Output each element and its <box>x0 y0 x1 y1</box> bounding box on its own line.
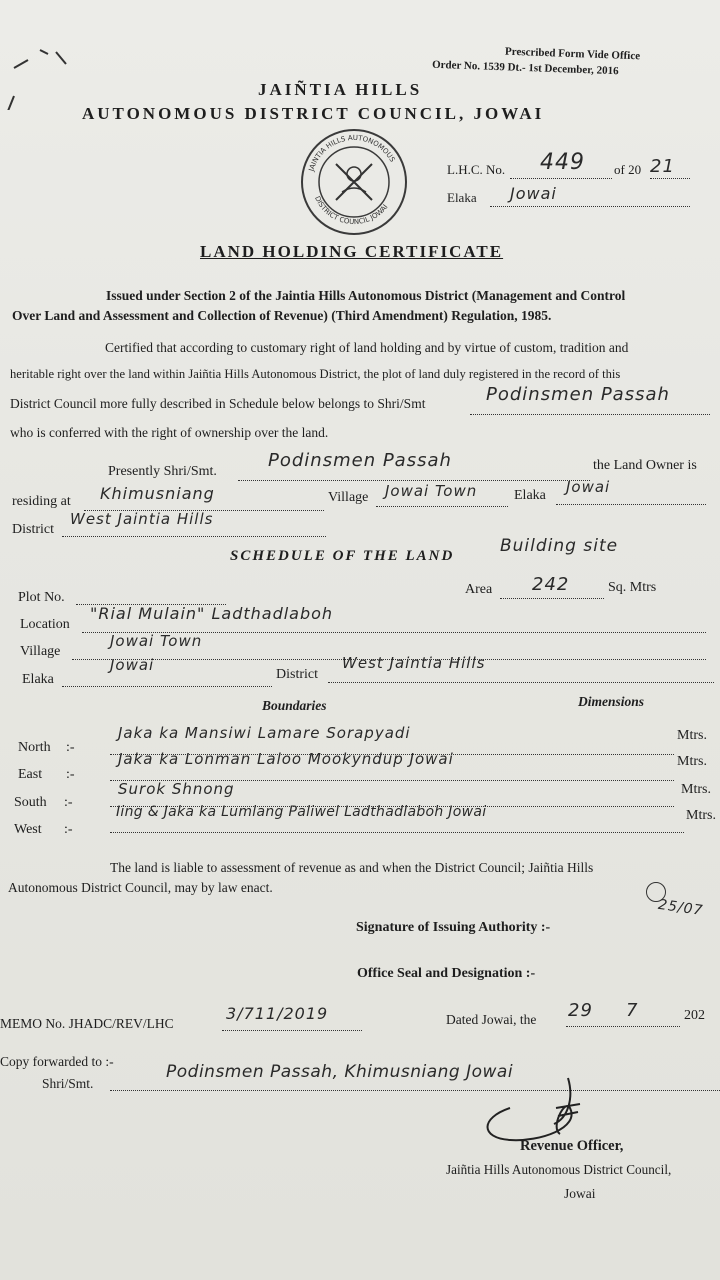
boundary-west-value: Iing & Jaka ka Lumlang Paliwel Ladthadlaboh Jowai <box>116 804 487 820</box>
officer-signature-icon <box>470 1068 620 1148</box>
pen-mark-icon <box>0 20 90 110</box>
location-label: Location <box>20 617 70 632</box>
boundary-north-value: Jaka ka Mansiwi Lamare Sorapyadi <box>118 724 411 742</box>
residing-label: residing at <box>12 494 71 509</box>
boundary-east-unit: Mtrs. <box>677 754 707 769</box>
boundary-north-dir: North <box>18 740 51 755</box>
village-value: Jowai Town <box>385 482 478 500</box>
elaka2-value: Jowai <box>110 656 155 674</box>
elaka-top-value: Jowai <box>510 184 557 203</box>
issued-line2: Over Land and Assessment and Collection of Revenue) (Third Amendment) Regulation, 1985. <box>12 308 552 323</box>
dated-day: 29 <box>568 1000 593 1021</box>
form-ref-line1: Prescribed Form Vide Office <box>504 45 641 63</box>
schedule-type: Building site <box>500 536 619 556</box>
lhc-label: L.H.C. No. <box>447 162 506 177</box>
seal-label: Office Seal and Designation :- <box>357 966 536 981</box>
issued-line1: Issued under Section 2 of the Jaintia Hills Autonomous District (Management and Control <box>106 288 626 303</box>
boundary-east-dir: East <box>18 767 43 782</box>
dimensions-heading: Dimensions <box>578 694 645 709</box>
plot-label: Plot No. <box>18 590 65 605</box>
certified-line2: heritable right over the land within Jaiñtia Hills Autonomous District, the plot of land duly registered in the record of this <box>10 367 621 381</box>
area-unit: Sq. Mtrs <box>608 580 657 595</box>
liability-line2: Autonomous District Council, may by law enact. <box>8 880 273 895</box>
dated-year: 202 <box>684 1008 705 1023</box>
boundary-north-unit: Mtrs. <box>677 728 707 743</box>
presently-suffix: the Land Owner is <box>593 458 697 473</box>
certified-line4: who is conferred with the right of ownership over the land. <box>10 425 329 440</box>
copy-label: Copy forwarded to :- <box>0 1054 114 1069</box>
certificate-title: LAND HOLDING CERTIFICATE <box>200 242 504 261</box>
initial-date: 25/07 <box>657 896 705 920</box>
boundary-east-value: Jaka ka Lonman Laloo Mookyndup Jowai <box>118 750 454 768</box>
presently-name: Podinsmen Passah <box>268 450 452 471</box>
seal-text-bottom: DISTRICT COUNCIL JOWAI <box>313 194 390 227</box>
lhc-year: 21 <box>650 156 675 177</box>
elaka-label: Elaka <box>514 488 546 503</box>
liability-line1: The land is liable to assessment of revenue as and when the District Council; Jaiñtia Hills <box>110 860 594 875</box>
form-ref-line2: Order No. 1539 Dt.- 1st December, 2016 <box>431 58 619 78</box>
officer-title: Revenue Officer, <box>520 1138 624 1154</box>
boundary-south-unit: Mtrs. <box>681 782 711 797</box>
certified-line3: District Council more fully described in Schedule below belongs to Shri/Smt <box>10 396 426 411</box>
council-seal-icon <box>298 126 410 238</box>
district-value: West Jaintia Hills <box>70 510 214 528</box>
location-value: "Rial Mulain" Ladthadlaboh <box>90 604 334 623</box>
boundary-west-dir: West <box>14 822 42 837</box>
boundary-south-value: Surok Shnong <box>118 780 235 798</box>
header-line1: JAIÑTIA HILLS <box>258 80 423 99</box>
district-label: District <box>12 522 54 537</box>
area-label: Area <box>465 582 493 597</box>
presently-label: Presently Shri/Smt. <box>108 464 217 479</box>
village-label: Village <box>328 490 369 505</box>
copy-shri-label: Shri/Smt. <box>42 1076 94 1091</box>
memo-number: 3/711/2019 <box>226 1004 329 1023</box>
seal-text-top: JAINTIA HILLS AUTONOMOUS <box>307 133 397 173</box>
schedule-title: SCHEDULE OF THE LAND <box>230 548 455 564</box>
owner-name: Podinsmen Passah <box>486 384 670 405</box>
boundary-south-dir: South <box>14 795 47 810</box>
officer-place: Jowai <box>564 1186 596 1201</box>
memo-label: MEMO No. JHADC/REV/LHC <box>0 1016 174 1031</box>
copy-recipient: Podinsmen Passah, Khimusniang Jowai <box>166 1062 514 1082</box>
elaka2-district-label: District <box>276 667 318 682</box>
village2-label: Village <box>20 644 61 659</box>
lhc-of-label: of 20 <box>614 162 642 177</box>
elaka-top-label: Elaka <box>447 190 477 205</box>
officer-council: Jaiñtia Hills Autonomous District Council, <box>446 1162 672 1177</box>
signature-label: Signature of Issuing Authority :- <box>356 920 551 935</box>
header-line2: AUTONOMOUS DISTRICT COUNCIL, JOWAI <box>82 104 545 123</box>
boundary-west-unit: Mtrs. <box>686 808 716 823</box>
certified-line1: Certified that according to customary right of land holding and by virtue of custom, tradition and <box>105 340 629 355</box>
village2-value: Jowai Town <box>110 632 203 650</box>
dated-month: 7 <box>626 1000 639 1021</box>
dated-label: Dated Jowai, the <box>446 1012 537 1027</box>
elaka2-label: Elaka <box>22 672 54 687</box>
residing-value: Khimusniang <box>100 484 215 503</box>
certificate-page: Prescribed Form Vide Office Order No. 1539 Dt.- 1st December, 2016 JAIÑTIA HILLS AUTONOMOUS DISTRICT COUNCIL, JOWAI JAINTIA HILLS AUTONOMOUS DISTRICT COUNCIL JOWAI L.H.C. No. 449 of 20 21 Elaka Jowai LAND HOLDING CERTIFICATE Issued under Section 2 of the Jaintia Hills Autonomous District (Management and Control Over Land and Assessment and Collection of Revenue) (Third Amendment) Regulation, 1985. Certified that according to customary right of land holding and by virtue of custom, tradition and heritable right over the land within Jaiñtia Hills Autonomous District, the plot of land duly registered in the record of this District Council more fully described in Schedule below belongs to Shri/Smt Podinsmen Passah who is conferred with the right of ownership over the land. Presently Shri/Smt. Podinsmen Passah the Land Owner is residing at Khimusniang Village Jowai Town Elaka Jowai District West Jaintia Hills SCHEDULE OF THE LAND Building site Area 242 Sq. Mtrs Plot No. Location "Rial Mulain" Ladthadlaboh Village Jowai Town Elaka Jowai District West Jaintia Hills Boundaries Dimensions North :- Jaka ka Mansiwi Lamare Sorapyadi Mtrs. East :- Jaka ka Lonman Laloo Mookyndup Jowai Mtrs. South :- Surok Shnong Mtrs. West :- Iing & Jaka ka Lumlang Paliwel Ladthadlaboh Jowai Mtrs. The land is liable to assessment of revenue as and when the District Council; Jaiñtia Hills Autonomous District Council, may by law enact. 25/07 Signature of Issuing Authority :- Office Seal and Designation :- MEMO No. JHADC/REV/LHC 3/711/2019 Dated Jowai, the 29 7 202 Copy forwarded to :- Shri/Smt. Podinsmen Passah, Khimusniang Jowai Revenue Officer, Jaiñtia Hills Autonomous District Council, Jowai <box>0 0 720 1280</box>
elaka2-district-value: West Jaintia Hills <box>342 654 486 672</box>
area-value: 242 <box>532 574 570 595</box>
elaka-value: Jowai <box>566 478 611 496</box>
lhc-number: 449 <box>540 150 585 175</box>
boundaries-heading: Boundaries <box>262 698 327 713</box>
